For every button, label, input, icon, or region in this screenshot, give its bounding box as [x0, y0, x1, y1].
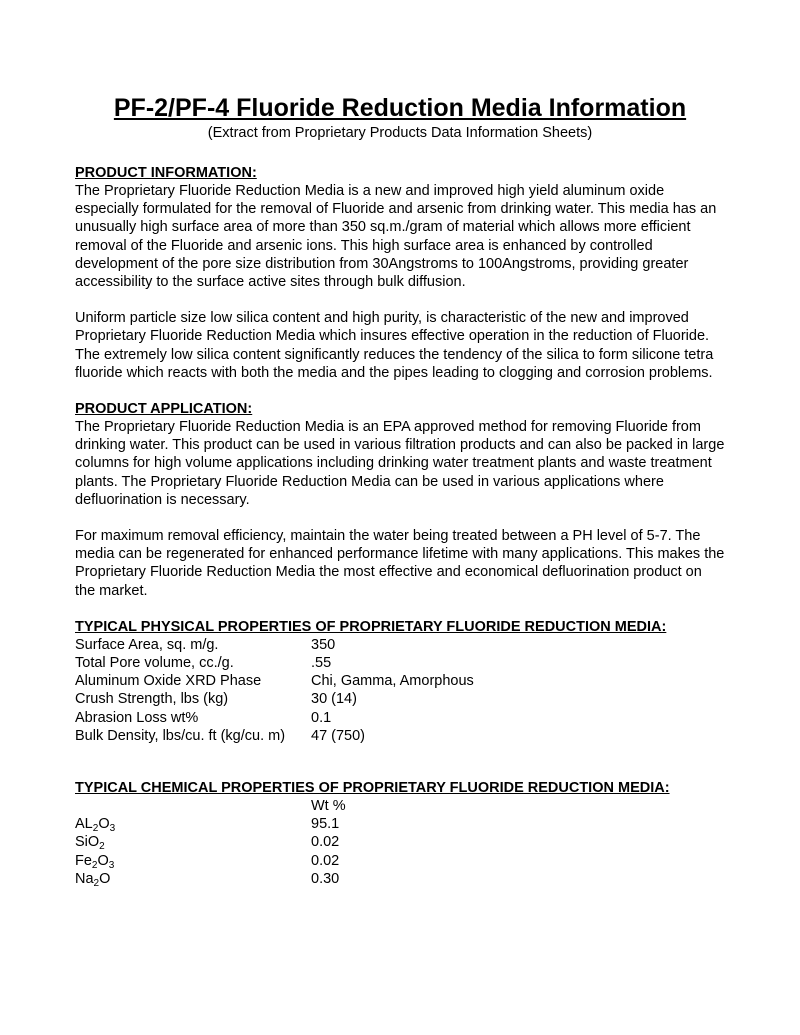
table-row [75, 709, 725, 727]
property-value: 0.1 [311, 709, 332, 726]
property-name: Abrasion Loss wt% [75, 709, 199, 726]
chemical-properties-table [75, 797, 725, 888]
property-value: .55 [311, 655, 332, 672]
chemical-properties-section [75, 779, 725, 888]
property-value: 47 (750) [311, 727, 366, 744]
physical-properties-section [75, 618, 725, 745]
property-name: Bulk Density, lbs/cu. ft (kg/cu. m) [75, 727, 286, 744]
physical-properties-heading: TYPICAL PHYSICAL PROPERTIES OF PROPRIETARY FLUORIDE REDUCTION MEDIA: [75, 618, 667, 635]
property-value: 30 (14) [311, 691, 357, 708]
product-application-paragraph-2: For maximum removal efficiency, maintain the water being treated between a PH level of 5-7. The media can be regenerated for enhanced performance lifetime with many applications. This makes the Proprietary Fluoride Reduction Media the most effective and economical defluorination product on the market. [75, 528, 725, 599]
product-information-paragraph-2: Uniform particle size low silica content and high purity, is characteristic of the new and improved Proprietary Fluoride Reduction Media which insures effective operation in the reduction of Fluoride. The extremely low silica content significantly reduces the tendency of the silica to form silicone tetra fluoride which reacts with both the media and the pipes leading to clogging and corrosion problems. [75, 310, 714, 381]
compound-formula: $Fe_2O_3$ [75, 852, 115, 871]
product-application-section [75, 400, 725, 600]
section-spacer [75, 745, 725, 779]
product-information-section [75, 164, 725, 382]
table-header-row [75, 797, 725, 815]
property-name: Surface Area, sq. m/g. [75, 636, 219, 653]
compound-formula: SiO$_2$ [75, 834, 105, 853]
page-subtitle: (Extract from Proprietary Products Data Information Sheets) [207, 125, 593, 141]
compound-weight-percent: 0.02 [311, 834, 340, 851]
document-page [75, 92, 725, 888]
physical-properties-table [75, 636, 725, 745]
property-value: 350 [311, 636, 336, 653]
table-row [75, 690, 725, 708]
compound-weight-percent: 0.02 [311, 852, 340, 869]
compound-weight-percent: 0.30 [311, 870, 340, 887]
property-value: Chi, Gamma, Amorphous [311, 673, 474, 690]
compound-formula: $AL_2O_3$ [75, 816, 116, 835]
product-information-heading: PRODUCT INFORMATION: [75, 165, 257, 181]
table-row [75, 833, 725, 851]
property-name: Total Pore volume, cc./g. [75, 655, 234, 672]
table-row [75, 870, 725, 888]
table-row [75, 636, 725, 654]
table-row [75, 852, 725, 870]
compound-weight-percent: 95.1 [311, 816, 340, 833]
product-application-paragraph-1: The Proprietary Fluoride Reduction Media is an EPA approved method for removing Fluoride from drinking water. This product can be used in various filtration products and can also be packed in large columns for high volume applications including drinking water treatment plants and waste treatment plants. The Proprietary Fluoride Reduction Media can be used in various applications where defluorination is necessary. [75, 419, 725, 508]
table-row [75, 727, 725, 745]
product-application-heading: PRODUCT APPLICATION: [75, 401, 253, 418]
property-name: Aluminum Oxide XRD Phase [75, 673, 262, 690]
table-row [75, 672, 725, 690]
compound-formula: $Na_2O$ [75, 870, 111, 889]
product-information-paragraph-1: The Proprietary Fluoride Reduction Media is a new and improved high yield aluminum oxide especially formulated for the removal of Fluoride and arsenic from drinking water. This media has an unusually high surface area of more than 350 sq.m./gram of material which allows more efficient removal of the Fluoride and arsenic ions. This high surface area is enhanced by controlled development of the pore size distribution from 30Angstroms to 100Angstroms, providing greater accessibility to the surface active sites through bulk diffusion. [75, 183, 717, 291]
chemical-properties-heading: TYPICAL CHEMICAL PROPERTIES OF PROPRIETARY FLUORIDE REDUCTION MEDIA: [75, 780, 670, 797]
table-row [75, 654, 725, 672]
compound-column-header [75, 797, 311, 815]
page-title: PF-2/PF-4 Fluoride Reduction Media Information [113, 94, 687, 122]
weight-percent-header: Wt % [311, 798, 346, 815]
table-row [75, 815, 725, 833]
property-name: Crush Strength, lbs (kg) [75, 691, 229, 708]
